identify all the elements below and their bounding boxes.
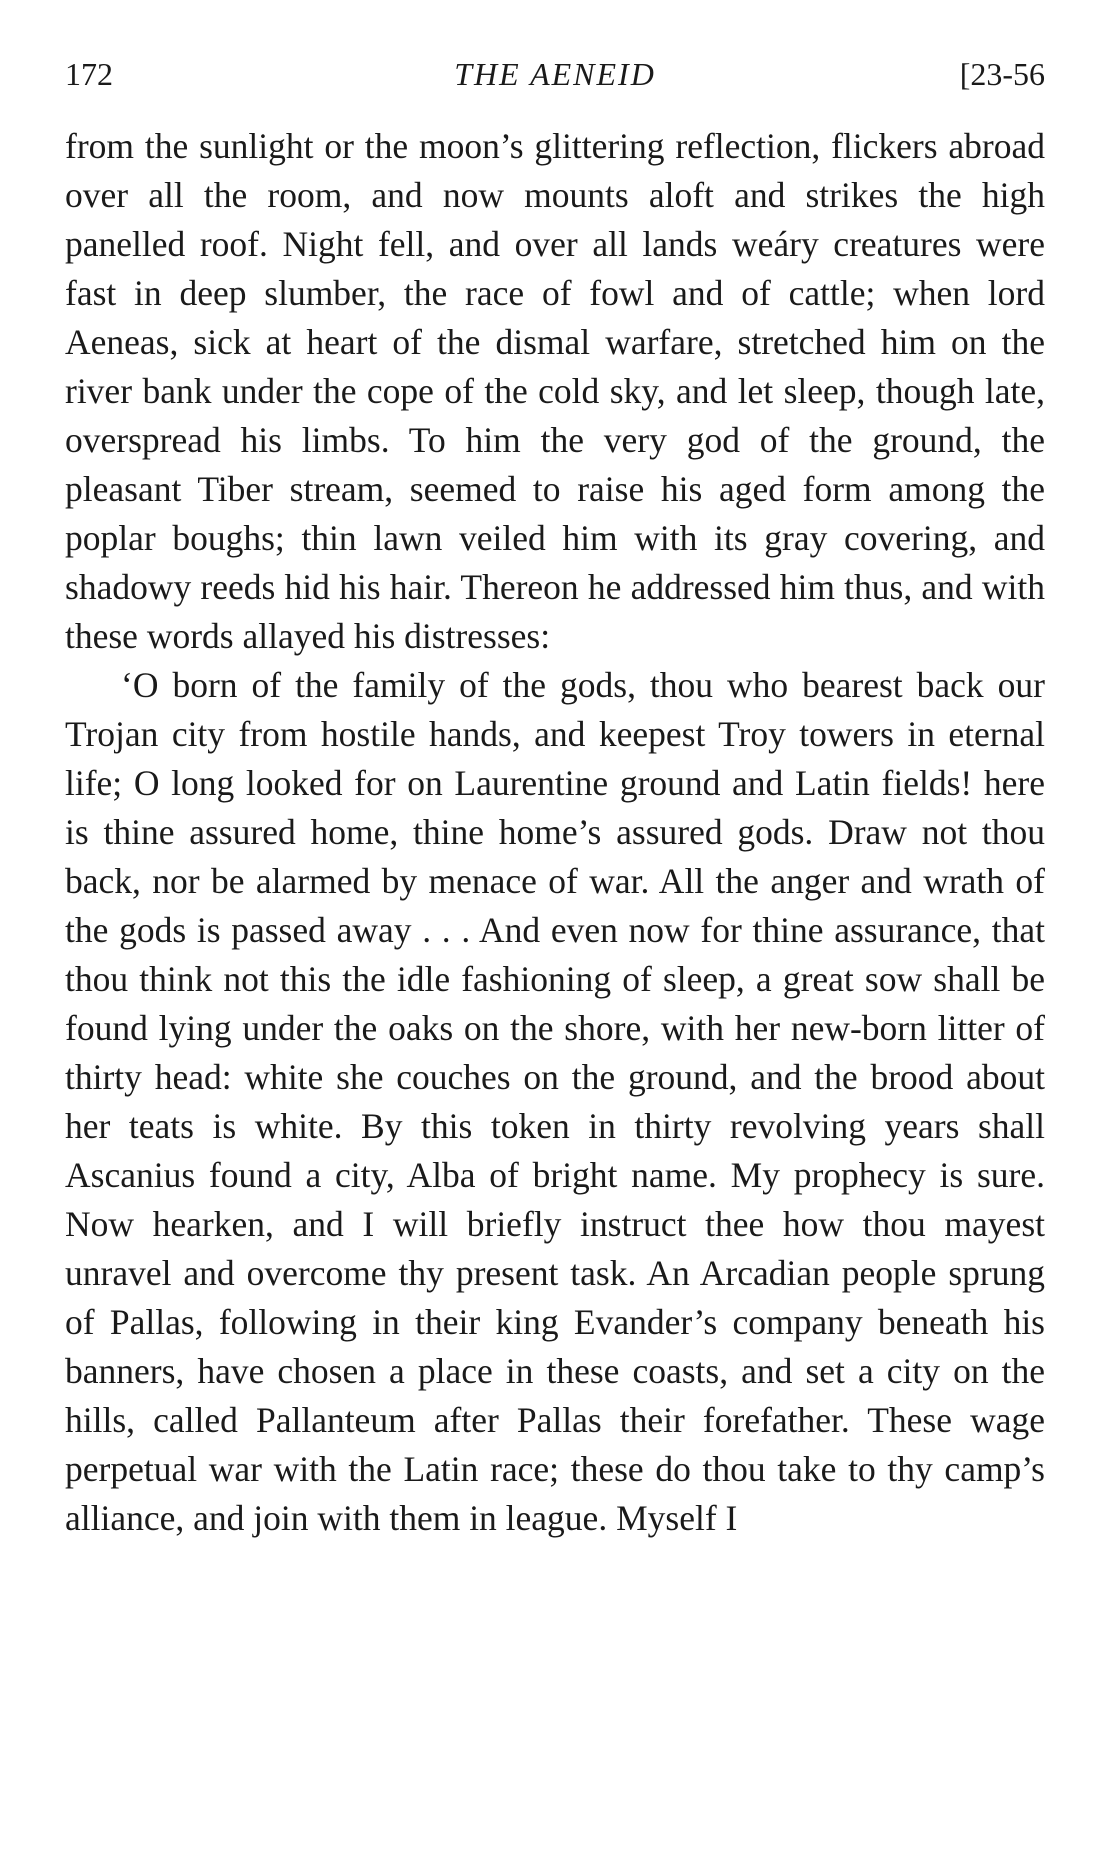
line-range: [23-56 [959,56,1045,92]
page-number: 172 [65,56,113,92]
running-head [65,48,1045,100]
book-page [65,48,1045,1848]
paragraph-tiber-speech: ‘O born of the family of the gods, thou who bearest back our Trojan city from hostile hands, and keepest Troy towers in eternal life; O long looked for on Laurentine ground and Latin fields! here is thine assured home, thine home’s assured gods. Draw not thou back, nor be alarmed by menace of war. All the anger and wrath of the gods is passed away . . . And even now for thine assurance, that thou think not this the idle fashioning of sleep, a great sow shall be found lying under the oaks on the shore, with her new-born litter of thirty head: white she couches on the ground, and the brood about her teats is white. By this token in thirty revolving years shall Ascanius found a city, Alba of bright name. My prophecy is sure. Now hearken, and I will briefly instruct thee how thou mayest unravel and overcome thy present task. An Arcadian people sprung of Pallas, following in their king Evander’s company beneath his banners, have chosen a place in these coasts, and set a city on the hills, called Pallanteum after Pallas their forefather. These wage perpetual war with the Latin race; these do thou take to thy camp’s alliance, and join with them in league. Myself I [65,665,1045,1538]
text-body [65,122,1045,1543]
book-title: THE AENEID [454,56,656,92]
paragraph-narrative: from the sunlight or the moon’s glittering reflection, flickers abroad over all the room, and now mounts aloft and strikes the high panelled roof. Night fell, and over all lands weáry creatures were fast in deep slumber, the race of fowl and of cattle; when lord Aeneas, sick at heart of the dismal warfare, stretched him on the river bank under the cope of the cold sky, and let sleep, though late, overspread his limbs. To him the very god of the ground, the pleasant Tiber stream, seemed to raise his aged form among the poplar boughs; thin lawn veiled him with its gray covering, and shadowy reeds hid his hair. Thereon he addressed him thus, and with these words allayed his distresses: [65,126,1045,656]
